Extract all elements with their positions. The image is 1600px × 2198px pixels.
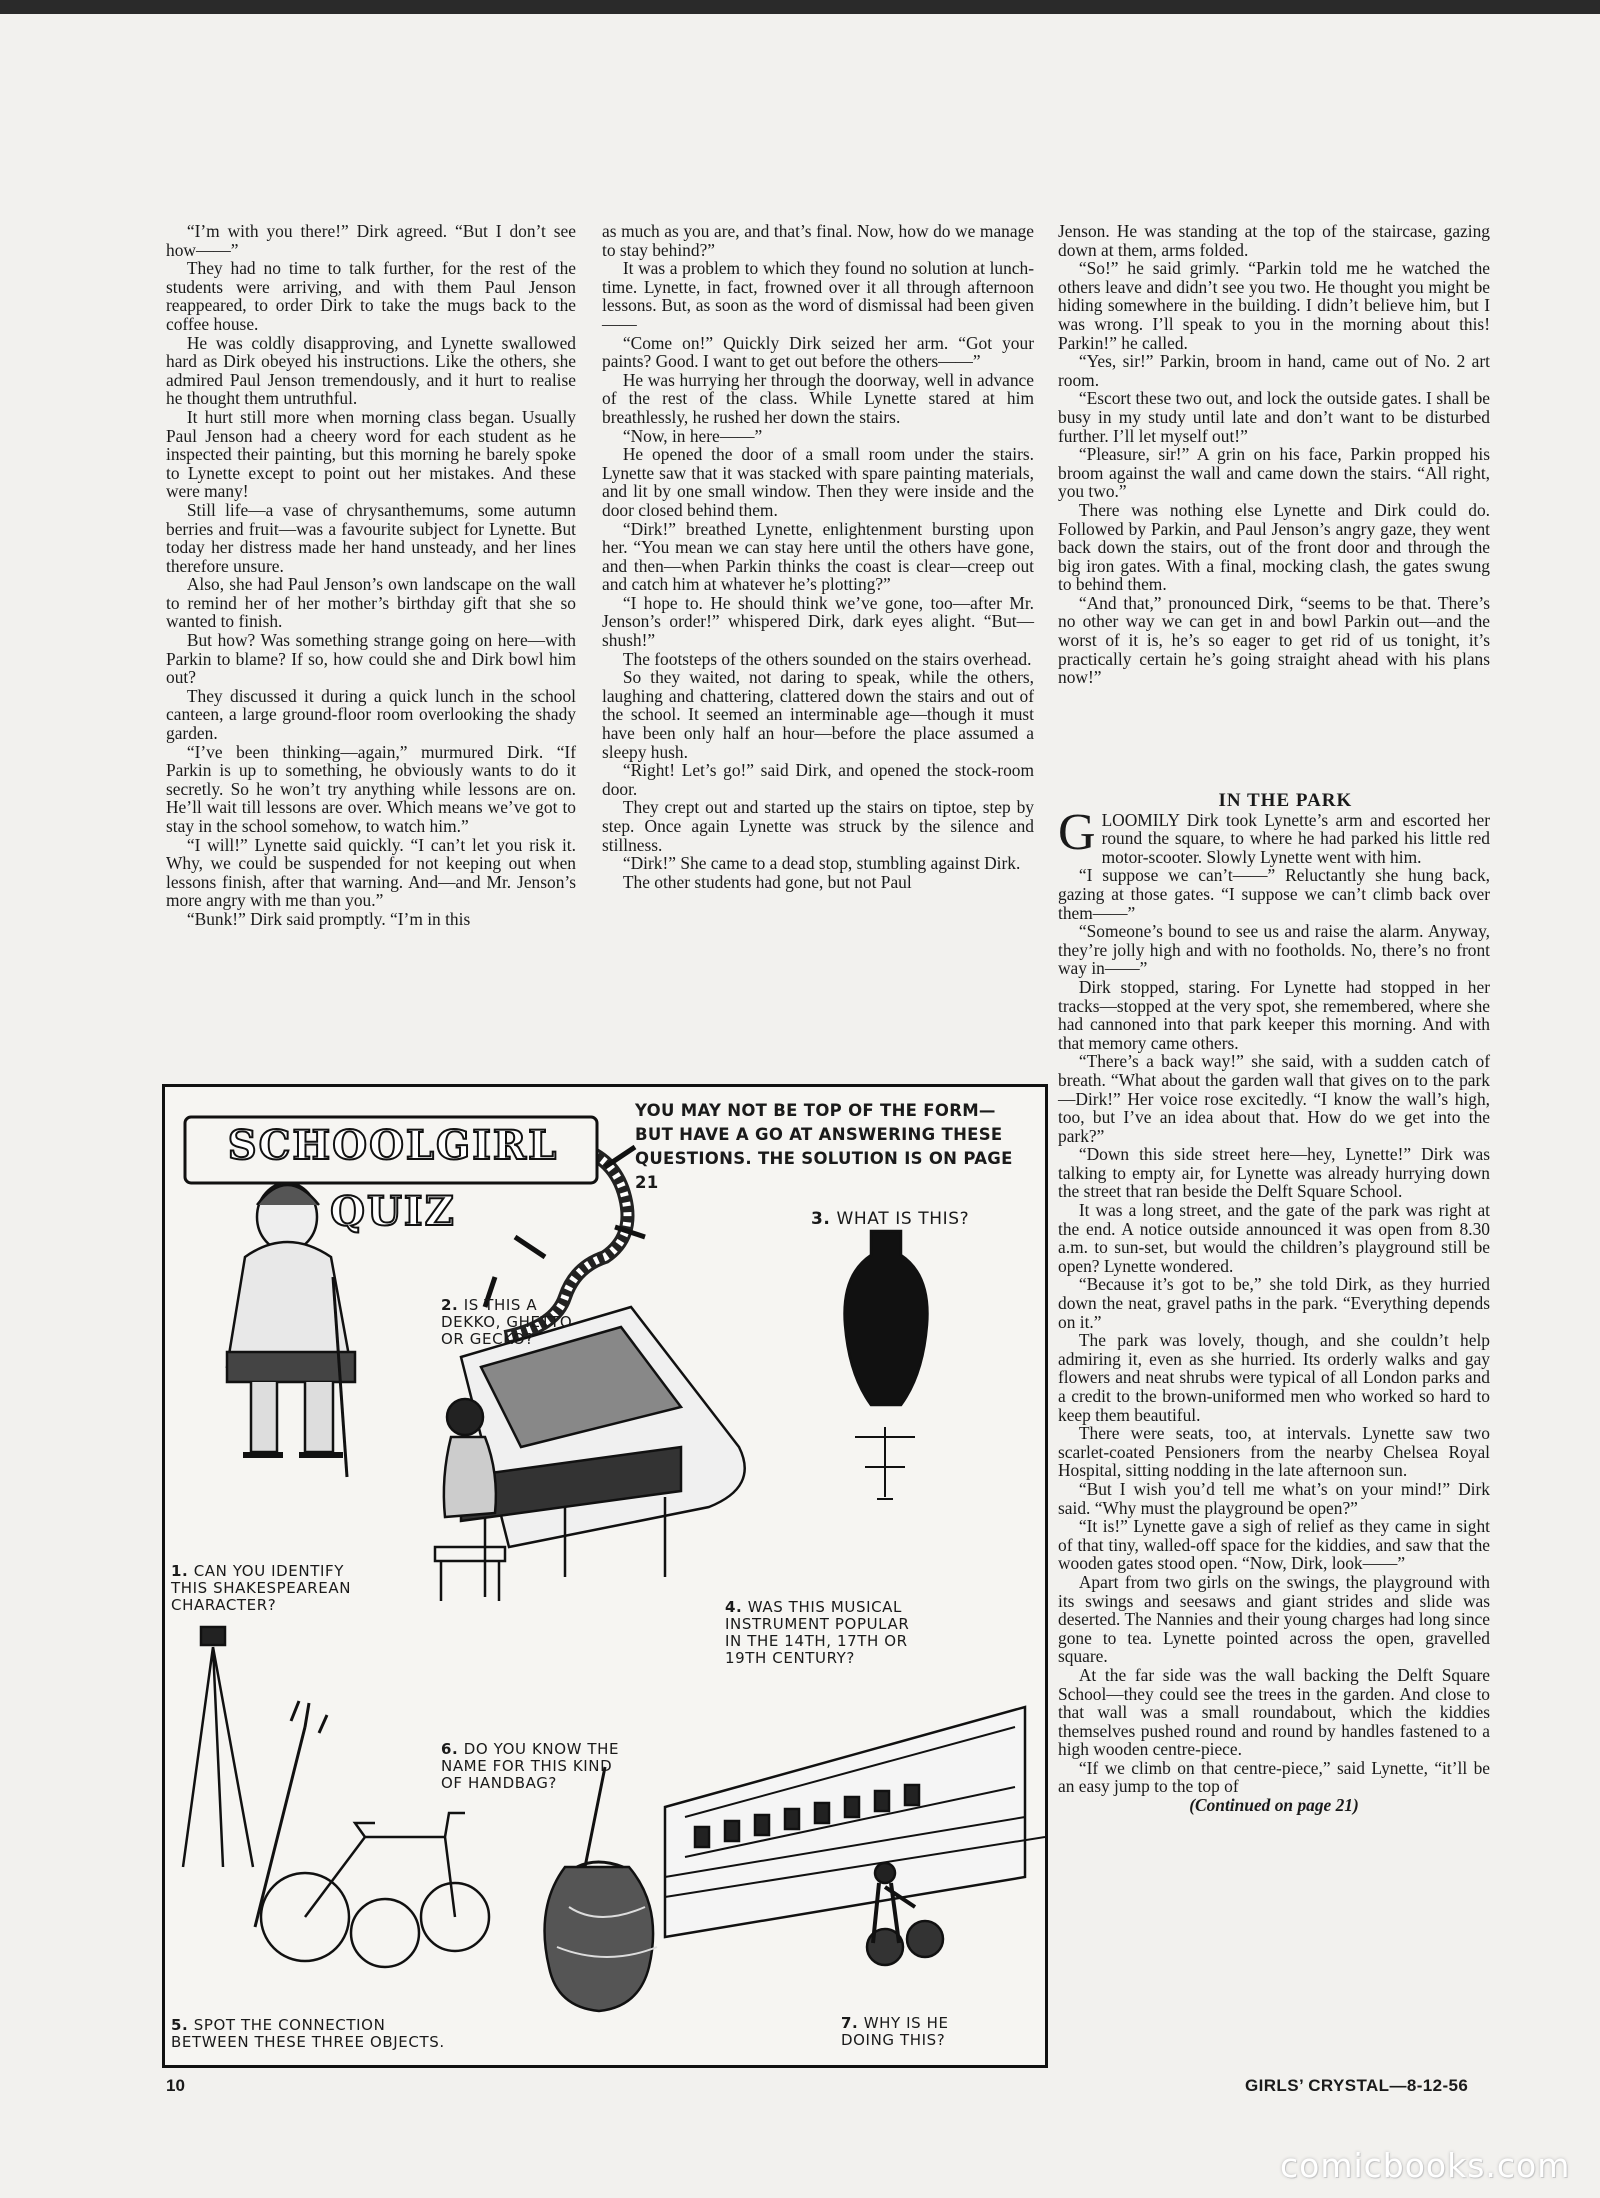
question-line: THIS SHAKESPEAREAN <box>171 1579 352 1597</box>
question-1 <box>171 1563 371 1614</box>
paragraph: It was a long street, and the gate of the park was right at the end. A notice outside announced it was open from 8.30 a.m. to sun-set, but would the children’s playground still be open? Lynette wondered. <box>1058 1200 1490 1276</box>
question-line: IS THIS A <box>463 1296 538 1314</box>
paragraph: “So!” he said grimly. “Parkin told me he watched the others leave and didn’t see you two. He thought you might be hiding somewhere in the building. I didn’t believe him, but I was wrong. I’ll speak to you in the morning about this! Parkin!” he called. <box>1058 258 1490 353</box>
paragraph: Dirk stopped, staring. For Lynette had stopped in her tracks—stopped at the very spot, she remembered, where she had cannoned into that park keeper this morning. And with that memory came others. <box>1058 976 1490 1053</box>
quiz-intro-line: QUESTIONS. THE SOLUTION IS ON PAGE 21 <box>635 1149 1013 1192</box>
tripod-trident-tricycle-illustration <box>183 1627 489 1967</box>
question-line: 19TH CENTURY? <box>725 1649 855 1667</box>
paragraph: It was a problem to which they found no solution at lunch-time. Lynette, in fact, frowned over it all through afternoon lessons. But, as soon as the word of dismissal had been given—— <box>602 258 1034 334</box>
paragraph: He opened the door of a small room under the stairs. Lynette saw that it was stacked with spare painting materials, and lit by one small window. Then they were inside and the door closed behind them. <box>602 444 1034 520</box>
magazine-page <box>0 14 1600 2198</box>
question-line: IN THE 14TH, 17TH OR <box>725 1632 908 1650</box>
paragraph: “And that,” pronounced Dirk, “seems to be that. There’s no other way we can get in and bowl Parkin out—and the worst of it is, he’s so eager to get rid of us tonight, it’s practically certain he’s going straight ahead with his plans now!” <box>1058 592 1490 688</box>
section-heading: IN THE PARK <box>1218 790 1353 811</box>
question-number: 2. <box>441 1296 459 1314</box>
story-column-3-park-section <box>1058 792 1490 1815</box>
paragraph-text: LOOMILY Dirk took Lynette’s arm and escorted her round the square, to where he had parked his little red motor-scooter. Slowly Lynette went with him. <box>1101 809 1490 867</box>
paragraph: But how? Was something strange going on here—with Parkin to blame? If so, how could she and Dirk bowl him out? <box>166 630 576 688</box>
paragraph: They crept out and started up the stairs on tiptoe, step by step. Once again Lynette was struck by the silence and stillness. <box>602 797 1034 855</box>
paragraph: “Because it’s got to be,” she told Dirk, as they hurried down the neat, gravel paths in the park. “Everything depends on it.” <box>1058 1274 1490 1332</box>
paragraph: “Down this side street here—hey, Lynette!” Dirk was talking to empty air, for Lynette was already hurrying down the street that ran beside the Delft Square School. <box>1058 1144 1490 1202</box>
train-illustration <box>665 1707 1045 1965</box>
quiz-intro-line: BUT HAVE A GO AT ANSWERING THESE <box>635 1125 1003 1144</box>
harpsichord-illustration <box>435 1307 745 1601</box>
paragraph: “Yes, sir!” Parkin, broom in hand, came out of No. 2 art room. <box>1058 351 1490 390</box>
vase-illustration <box>845 1231 928 1499</box>
question-line: WHAT IS THIS? <box>836 1209 970 1229</box>
schoolgirl-quiz-panel <box>162 1084 1048 2068</box>
paragraph: He was coldly disapproving, and Lynette swallowed hard as Dirk obeyed his instructions. Like the others, she admired Paul Jenson tremendously, and it hurt to realise he thought them untruthful. <box>166 332 576 409</box>
paragraph: “Someone’s bound to see us and raise the alarm. Anyway, they’re jolly high and with no footholds. No, there’s no front way in——” <box>1058 921 1490 979</box>
story-column-1 <box>166 222 576 929</box>
paragraph: as much as you are, and that’s final. Now, how do we manage to stay behind?” <box>602 221 1034 260</box>
question-6 <box>441 1741 681 1792</box>
paragraph: It hurt still more when morning class began. Usually Paul Jenson had a cheery word for each student as he inspected their painting, but this morning he barely spoke to Lynette except to point out her mistakes. And these were many! <box>166 406 576 502</box>
paragraph: “Now, in here——” <box>622 425 763 446</box>
paragraph: “Escort these two out, and lock the outside gates. I shall be busy in my study until late and don’t want to be disturbed further. I’ll let myself out!” <box>1058 388 1490 446</box>
question-number: 1. <box>171 1562 189 1580</box>
quiz-title: SCHOOLGIRL QUIZ <box>227 1122 559 1235</box>
paragraph: There was nothing else Lynette and Dirk could do. Followed by Parkin, and Paul Jenson’s angry gaze, they went back down the stairs, out of the front door and through the big iron gates. With a final, mocking clash, the gates swung to behind them. <box>1058 499 1490 595</box>
question-number: 3. <box>811 1209 831 1229</box>
page-number: 10 <box>166 2076 185 2095</box>
paragraph: There were seats, too, at intervals. Lynette saw two scarlet-coated Pensioners from the nearby Chelsea Royal Hospital, sitting nodding in the late afternoon sun. <box>1058 1423 1490 1481</box>
paragraph: “Come on!” Quickly Dirk seized her arm. “Got your paints? Good. I want to get out before the others——” <box>602 332 1034 372</box>
paragraph: Apart from two girls on the swings, the playground with its swings and seesaws and giant strides and slide was deserted. The Nannies and their young charges had long since gone to tea. Lynette pointed across the open, gravelled square. <box>1058 1571 1490 1667</box>
question-line: CHARACTER? <box>171 1596 277 1614</box>
question-line: NAME FOR THIS KIND <box>441 1757 613 1775</box>
paragraph: “I will!” Lynette said quickly. “I can’t let you risk it. Why, we could be suspended for not keeping out when lessons finish, after that warning. And—and Mr. Jenson’s more angry with me than you.” <box>166 834 576 911</box>
question-line: SPOT THE CONNECTION <box>193 2016 386 2034</box>
paragraph: “I’ve been thinking—again,” murmured Dirk. “If Parkin is up to something, he obviously wants to do it secretly. So he won’t try anything while lessons are on. He’ll wait till lessons are over. Which means we’ve got to stay in the school somehow, to watch him.” <box>166 741 576 836</box>
story-column-2 <box>602 222 1034 891</box>
paragraph: “Right! Let’s go!” said Dirk, and opened the stock-room door. <box>602 760 1034 799</box>
question-number: 4. <box>725 1598 743 1616</box>
paragraph <box>1058 803 1490 867</box>
paragraph: “Bunk!” Dirk said promptly. “I’m in this <box>186 908 471 929</box>
question-4 <box>725 1599 965 1667</box>
quiz-intro-line: YOU MAY NOT BE TOP OF THE FORM— <box>635 1101 996 1120</box>
watermark: comicbooks.com <box>1280 2146 1571 2185</box>
paragraph: The footsteps of the others sounded on the stairs overhead. <box>622 648 1032 669</box>
paragraph: “I suppose we can’t——” Reluctantly she hung back, gazing at those gates. “I suppose we can’t climb back over them——” <box>1058 865 1490 923</box>
paragraph: “There’s a back way!” she said, with a sudden catch of breath. “What about the garden wall that gives on to the park—Dirk!” Her voice rose excitedly. “I know the wall’s high, too, but I’ve an idea about that. How do we get into the park?” <box>1058 1051 1490 1146</box>
paragraph: They had no time to talk further, for the rest of the students were arriving, and with them Paul Jenson reappeared, to order Dirk to take the mugs back to the coffee house. <box>166 258 576 334</box>
paragraph: “I’m with you there!” Dirk agreed. “But I don’t see how——” <box>166 221 576 260</box>
question-line: OF HANDBAG? <box>441 1774 557 1792</box>
paragraph: “I hope to. He should think we’ve gone, too—after Mr. Jenson’s order!” whispered Dirk, dark eyes alight. “But—shush!” <box>602 592 1034 651</box>
paragraph: “Dirk!” breathed Lynette, enlightenment bursting upon her. “You mean we can stay here until the others have gone, and then—when Parkin thinks the coast is clear—creep out and catch him at whatever he’s plotting?” <box>602 518 1034 595</box>
question-line: CAN YOU IDENTIFY <box>193 1562 344 1580</box>
paragraph: “Pleasure, sir!” A grin on his face, Parkin propped his broom against the wall and came down the stairs. “All right, you two.” <box>1058 444 1490 502</box>
handbag-illustration <box>545 1767 657 2011</box>
paragraph: At the far side was the wall backing the Delft Square School—they could see the trees in the garden. And close to that wall was a small roundabout, which the kiddies themselves pushed round and round by handles fastened to a high wooden centre-piece. <box>1058 1664 1490 1760</box>
paragraph: They discussed it during a quick lunch in the school canteen, a large ground-floor room overlooking the shady garden. <box>166 685 576 744</box>
question-2 <box>441 1297 641 1348</box>
paragraph: “If we climb on that centre-piece,” said Lynette, “it’ll be an easy jump to the top of <box>1058 1757 1490 1797</box>
paragraph: He was hurrying her through the doorway, well in advance of the rest of the class. While Lynette stared at him breathlessly, he rushed her down the stairs. <box>602 369 1034 427</box>
question-line: DEKKO, GHETTO <box>441 1313 573 1331</box>
question-number: 5. <box>171 2016 189 2034</box>
question-3 <box>811 1211 1031 1228</box>
question-line: BETWEEN THESE THREE OBJECTS. <box>171 2033 445 2051</box>
paragraph: So they waited, not daring to speak, while the others, laughing and chattering, clattered down the stairs and out of the school. It seemed an interminable age—though it must have been only half an hour—before the place assumed a sleepy hush. <box>602 667 1034 762</box>
question-7 <box>841 2015 1021 2049</box>
question-number: 6. <box>441 1740 459 1758</box>
question-5 <box>171 2017 551 2051</box>
question-line: INSTRUMENT POPULAR <box>725 1615 910 1633</box>
paragraph: The other students had gone, but not Paul <box>622 871 912 892</box>
magazine-issue-footer: GIRLS’ CRYSTAL—8-12-56 <box>1245 2076 1469 2095</box>
paragraph: “But I wish you’d tell me what’s on your mind!” Dirk said. “Why must the playground be open?” <box>1058 1478 1490 1518</box>
question-number: 7. <box>841 2014 859 2032</box>
question-line: DOING THIS? <box>841 2031 946 2049</box>
question-line: DO YOU KNOW THE <box>463 1740 620 1758</box>
paragraph: “Dirk!” She came to a dead stop, stumbling against Dirk. <box>622 853 1021 874</box>
story-column-3 <box>1058 222 1490 687</box>
drop-cap: G <box>1058 803 1096 861</box>
paragraph: The park was lovely, though, and she couldn’t help admiring it, even as she hurried. Its orderly walks and gay flowers and neat shrubs were typical of all London parks and a credit to the brown-uniformed men who worked so hard to keep them beautiful. <box>1058 1330 1490 1425</box>
quiz-intro <box>635 1099 1035 1195</box>
paragraph: Also, she had Paul Jenson’s own landscape on the wall to remind her of her mother’s birthday gift that she so wanted to finish. <box>166 574 576 632</box>
paragraph: “It is!” Lynette gave a sigh of relief as they came in sight of that tiny, walled-off space for the kiddies, and saw that the wooden gates stood open. “Now, Dirk, look——” <box>1058 1516 1490 1574</box>
paragraph: Jenson. He was standing at the top of the staircase, gazing down at them, arms folded. <box>1058 221 1490 260</box>
continued-note: (Continued on page 21) <box>1189 1795 1359 1816</box>
question-line: WHY IS HE <box>863 2014 949 2032</box>
question-line: OR GECKO? <box>441 1330 534 1348</box>
paragraph: Still life—a vase of chrysanthemums, some autumn berries and fruit—was a favourite subject for Lynette. But today her distress made her hand unsteady, and her lines therefore unsure. <box>166 499 576 576</box>
question-line: WAS THIS MUSICAL <box>747 1598 902 1616</box>
